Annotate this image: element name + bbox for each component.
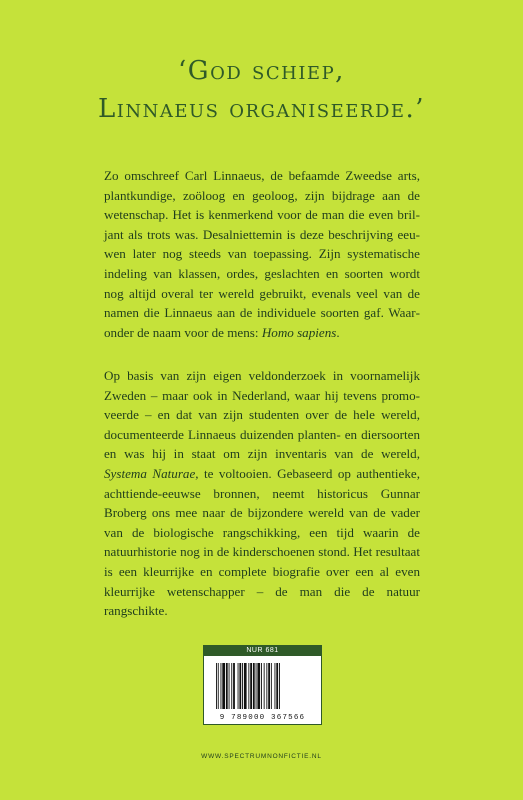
p2-text-b: te voltooien. Gebaseerd op authentieke, achttiende-eeuwse bronnen, neemt historicus Gunnar Broberg ons mee naar de bijzondere wereld van de vader van de biologische rangschikking, een tijd waarin de natuurhistorie nog in de kinderschoenen stond. Het resultaat is een kleurrijke en complete biografie over een al even kleurrijke wetenschapper – de man die de natuur rangschikte. — [104, 465, 420, 619]
barcode-bar — [238, 663, 239, 709]
barcode-label — [203, 645, 322, 725]
quote-line-1: ‘God schiep, — [178, 56, 345, 86]
blurb-paragraph-2 — [104, 366, 420, 621]
nur-code: NUR 681 — [204, 646, 321, 656]
barcode-bar — [266, 663, 267, 709]
back-cover-quote — [0, 52, 523, 128]
barcode-bar — [257, 663, 260, 709]
barcode-bar — [271, 663, 272, 709]
p2-text-a: Op basis van zijn eigen veldonderzoek in voornamelijk Zweden – maar ook in Nederland, waar hij tevens promoveerde – en dat van zijn studenten over de hele wereld, documenteerde Linnaeus duizenden planten- en diersoorten en was hij in staat om zijn inventaris van de wereld, — [104, 368, 420, 462]
barcode-bar — [256, 663, 257, 709]
barcode-bar — [226, 663, 228, 709]
barcode-bar — [231, 663, 232, 709]
barcode-bar — [242, 663, 243, 709]
barcode-bar — [248, 663, 249, 709]
barcode-bar — [216, 663, 217, 709]
blurb-paragraph-1 — [104, 166, 420, 342]
barcode-bar — [264, 663, 265, 709]
barcode-bar — [253, 663, 255, 709]
p2-italic: Systema Naturae, — [104, 465, 199, 481]
barcode-bar — [250, 663, 252, 709]
barcode-bar — [229, 663, 230, 709]
publisher-url: WWW.SPECTRUMNONFICTIE.NL — [201, 753, 322, 760]
p1-text-b: . — [336, 324, 340, 340]
p1-text-a: Zo omschreef Carl Linnaeus, de befaamde Zweedse arts, plantkundige, zoöloog en geoloog, zijn bijdrage aan de wetenschap. Het is kenmerkend voor de man die even briljant als trots was. Desalniettemin is deze beschrijving eeuwen later nog steeds van toepassing. Zijn systematische indeling van klassen, ordes, geslachten en soorten wordt nog altijd overal ter wereld gebruikt, evenals veel van de namen die Linnaeus aan de individuele soorten gaf. Waaronder de naam voor de mens: — [104, 168, 420, 340]
barcode-bar — [244, 663, 247, 709]
barcode-bar — [279, 663, 280, 709]
barcode-bar — [268, 663, 270, 709]
p1-italic: Homo sapiens — [261, 324, 337, 340]
barcode-bar — [221, 663, 222, 709]
barcode-bar — [222, 663, 225, 709]
barcode-bar — [261, 663, 262, 709]
isbn-number: 9 789000 367566 — [219, 714, 306, 722]
barcode-bar — [275, 663, 276, 709]
isbn-barcode — [216, 663, 309, 709]
quote-line-2: Linnaeus organiseerde.’ — [97, 94, 426, 124]
barcode-bar — [218, 663, 219, 709]
barcode-bar — [276, 663, 278, 709]
barcode-bar — [233, 663, 235, 709]
barcode-bar — [239, 663, 241, 709]
